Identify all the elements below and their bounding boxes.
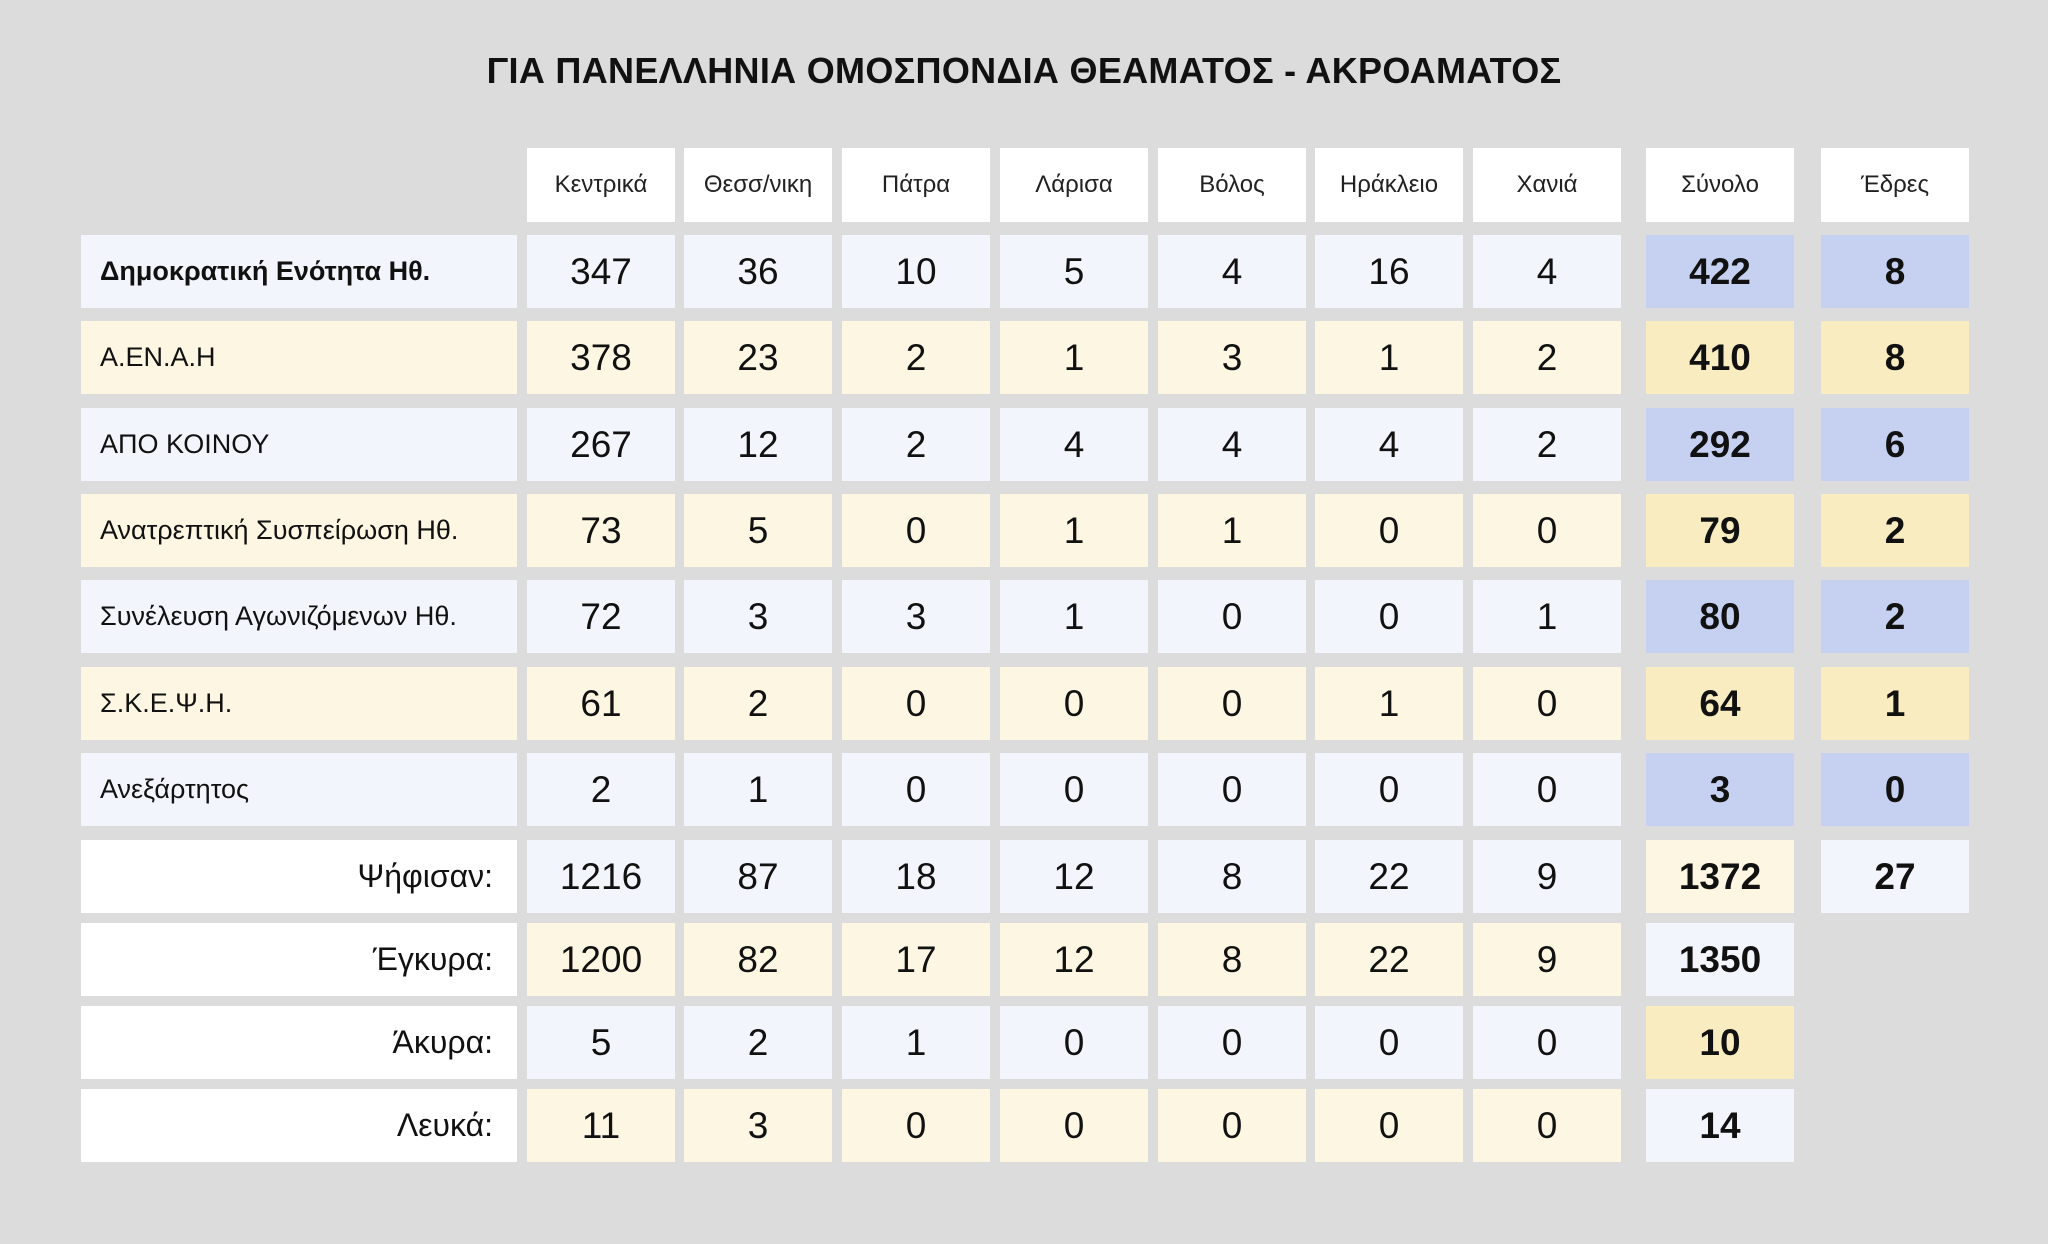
- vote-count-cell: 2: [842, 408, 990, 481]
- column-header: Βόλος: [1158, 148, 1306, 222]
- vote-count-cell: 1: [1315, 667, 1463, 740]
- vote-count-cell: 0: [842, 667, 990, 740]
- vote-count-cell: 0: [1473, 667, 1621, 740]
- summary-value-cell: 87: [684, 840, 832, 913]
- summary-label: Άκυρα:: [81, 1006, 517, 1079]
- summary-value-cell: 12: [1000, 923, 1148, 996]
- column-header: Ηράκλειο: [1315, 148, 1463, 222]
- vote-count-cell: 1: [684, 753, 832, 826]
- party-seats-cell: 2: [1821, 494, 1969, 567]
- vote-count-cell: 12: [684, 408, 832, 481]
- party-seats-cell: 1: [1821, 667, 1969, 740]
- total-column-header: Σύνολο: [1646, 148, 1794, 222]
- party-seats-cell: 6: [1821, 408, 1969, 481]
- summary-value-cell: 8: [1158, 923, 1306, 996]
- summary-value-cell: 0: [1315, 1006, 1463, 1079]
- summary-value-cell: 8: [1158, 840, 1306, 913]
- summary-value-cell: 0: [1473, 1006, 1621, 1079]
- vote-count-cell: 2: [527, 753, 675, 826]
- vote-count-cell: 10: [842, 235, 990, 308]
- summary-total-cell: 1350: [1646, 923, 1794, 996]
- summary-value-cell: 0: [1158, 1089, 1306, 1162]
- party-name: Α.ΕΝ.Α.Η: [81, 321, 517, 394]
- vote-count-cell: 3: [1158, 321, 1306, 394]
- party-seats-cell: 0: [1821, 753, 1969, 826]
- vote-count-cell: 5: [684, 494, 832, 567]
- party-name: Ανεξάρτητος: [81, 753, 517, 826]
- column-header: Θεσσ/νικη: [684, 148, 832, 222]
- summary-value-cell: 18: [842, 840, 990, 913]
- vote-count-cell: 0: [1158, 580, 1306, 653]
- summary-value-cell: 0: [1000, 1006, 1148, 1079]
- summary-label: Ψήφισαν:: [81, 840, 517, 913]
- vote-count-cell: 0: [1473, 494, 1621, 567]
- vote-count-cell: 2: [684, 667, 832, 740]
- summary-label: Λευκά:: [81, 1089, 517, 1162]
- party-total-cell: 80: [1646, 580, 1794, 653]
- vote-count-cell: 0: [1315, 753, 1463, 826]
- summary-total-cell: 1372: [1646, 840, 1794, 913]
- vote-count-cell: 73: [527, 494, 675, 567]
- vote-count-cell: 1: [1000, 580, 1148, 653]
- party-total-cell: 64: [1646, 667, 1794, 740]
- vote-count-cell: 267: [527, 408, 675, 481]
- vote-count-cell: 4: [1000, 408, 1148, 481]
- party-total-cell: 3: [1646, 753, 1794, 826]
- party-name: Συνέλευση Αγωνιζόμενων Ηθ.: [81, 580, 517, 653]
- summary-value-cell: 1: [842, 1006, 990, 1079]
- summary-value-cell: 17: [842, 923, 990, 996]
- summary-value-cell: 22: [1315, 840, 1463, 913]
- party-seats-cell: 8: [1821, 321, 1969, 394]
- vote-count-cell: 0: [1315, 580, 1463, 653]
- vote-count-cell: 1: [1473, 580, 1621, 653]
- vote-count-cell: 3: [842, 580, 990, 653]
- party-seats-cell: 2: [1821, 580, 1969, 653]
- summary-value-cell: 0: [1158, 1006, 1306, 1079]
- column-header: Χανιά: [1473, 148, 1621, 222]
- vote-count-cell: 4: [1315, 408, 1463, 481]
- seats-column-header: Έδρες: [1821, 148, 1969, 222]
- summary-value-cell: 2: [684, 1006, 832, 1079]
- party-name: ΑΠΟ ΚΟΙΝΟΥ: [81, 408, 517, 481]
- vote-count-cell: 3: [684, 580, 832, 653]
- party-seats-cell: 8: [1821, 235, 1969, 308]
- summary-value-cell: 9: [1473, 923, 1621, 996]
- summary-value-cell: 0: [1000, 1089, 1148, 1162]
- vote-count-cell: 36: [684, 235, 832, 308]
- vote-count-cell: 2: [1473, 408, 1621, 481]
- summary-value-cell: 9: [1473, 840, 1621, 913]
- vote-count-cell: 1: [1315, 321, 1463, 394]
- summary-value-cell: 1200: [527, 923, 675, 996]
- vote-count-cell: 72: [527, 580, 675, 653]
- vote-count-cell: 0: [1158, 667, 1306, 740]
- vote-count-cell: 61: [527, 667, 675, 740]
- column-header: Λάρισα: [1000, 148, 1148, 222]
- summary-value-cell: 82: [684, 923, 832, 996]
- vote-count-cell: 2: [1473, 321, 1621, 394]
- vote-count-cell: 0: [842, 494, 990, 567]
- page-title: ΓΙΑ ΠΑΝΕΛΛΗΝΙΑ ΟΜΟΣΠΟΝΔΙΑ ΘΕΑΜΑΤΟΣ - ΑΚΡΟΑΜΑΤΟΣ: [486, 50, 1562, 91]
- summary-value-cell: 1216: [527, 840, 675, 913]
- party-total-cell: 292: [1646, 408, 1794, 481]
- column-header: Κεντρικά: [527, 148, 675, 222]
- vote-count-cell: 0: [1000, 667, 1148, 740]
- vote-count-cell: 23: [684, 321, 832, 394]
- summary-value-cell: 0: [1315, 1089, 1463, 1162]
- summary-value-cell: 0: [842, 1089, 990, 1162]
- vote-count-cell: 2: [842, 321, 990, 394]
- summary-value-cell: 5: [527, 1006, 675, 1079]
- vote-count-cell: 1: [1000, 494, 1148, 567]
- summary-value-cell: 22: [1315, 923, 1463, 996]
- summary-value-cell: 11: [527, 1089, 675, 1162]
- party-total-cell: 79: [1646, 494, 1794, 567]
- party-name: Ανατρεπτική Συσπείρωση Ηθ.: [81, 494, 517, 567]
- summary-total-cell: 14: [1646, 1089, 1794, 1162]
- vote-count-cell: 0: [842, 753, 990, 826]
- vote-count-cell: 1: [1000, 321, 1148, 394]
- vote-count-cell: 0: [1000, 753, 1148, 826]
- summary-value-cell: 3: [684, 1089, 832, 1162]
- party-name: Δημοκρατική Ενότητα Ηθ.: [81, 235, 517, 308]
- summary-value-cell: 12: [1000, 840, 1148, 913]
- total-seats-cell: 27: [1821, 840, 1969, 913]
- vote-count-cell: 5: [1000, 235, 1148, 308]
- party-total-cell: 410: [1646, 321, 1794, 394]
- summary-total-cell: 10: [1646, 1006, 1794, 1079]
- vote-count-cell: 0: [1158, 753, 1306, 826]
- vote-count-cell: 378: [527, 321, 675, 394]
- summary-label: Έγκυρα:: [81, 923, 517, 996]
- vote-count-cell: 16: [1315, 235, 1463, 308]
- vote-count-cell: 4: [1158, 235, 1306, 308]
- vote-count-cell: 0: [1473, 753, 1621, 826]
- party-total-cell: 422: [1646, 235, 1794, 308]
- vote-count-cell: 4: [1158, 408, 1306, 481]
- vote-count-cell: 4: [1473, 235, 1621, 308]
- vote-count-cell: 1: [1158, 494, 1306, 567]
- party-name: Σ.Κ.Ε.Ψ.Η.: [81, 667, 517, 740]
- vote-count-cell: 347: [527, 235, 675, 308]
- vote-count-cell: 0: [1315, 494, 1463, 567]
- column-header: Πάτρα: [842, 148, 990, 222]
- summary-value-cell: 0: [1473, 1089, 1621, 1162]
